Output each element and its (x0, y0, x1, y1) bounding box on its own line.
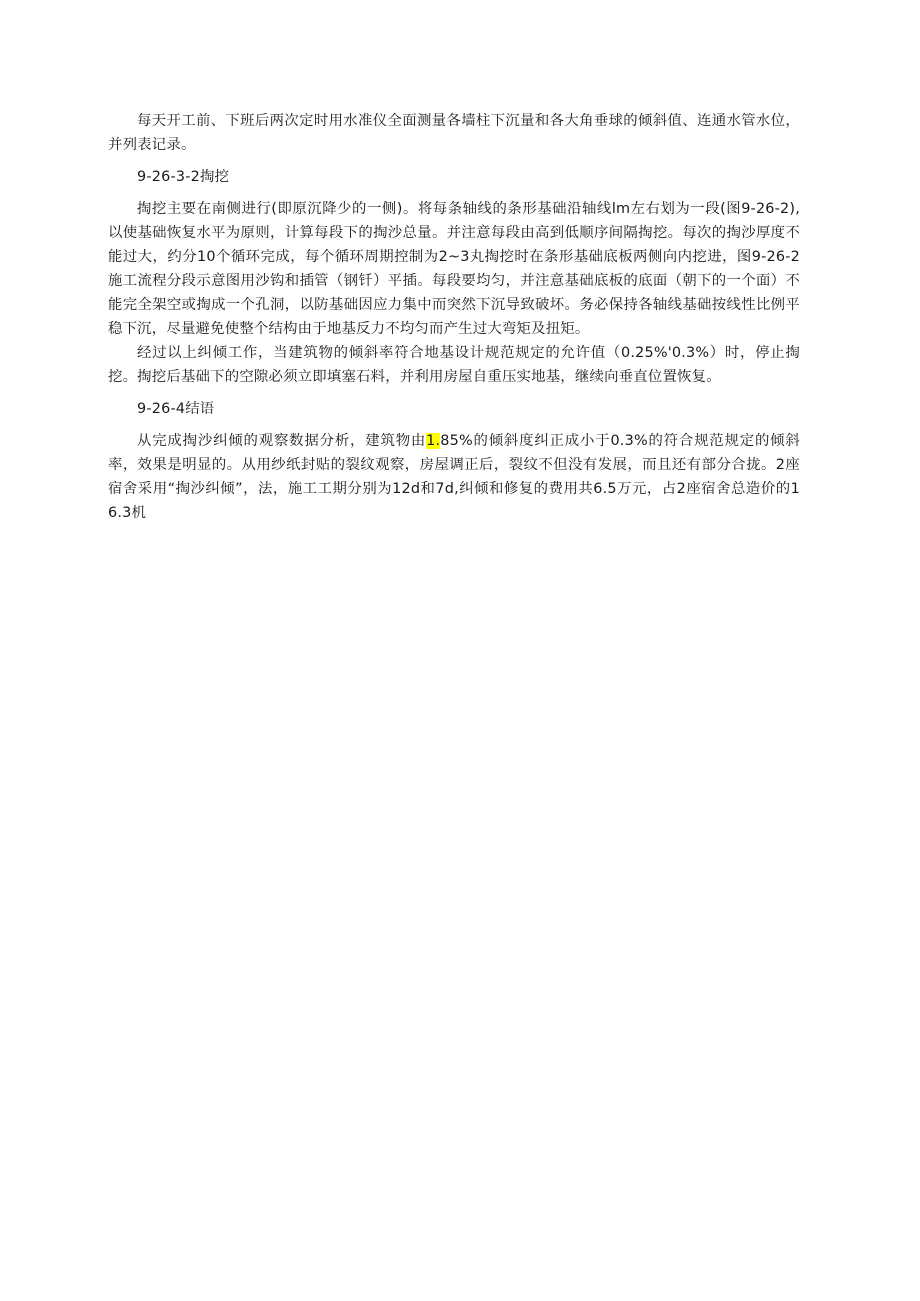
conclusion-text-before: 从完成掏沙纠倾的观察数据分析，建筑物由 (137, 433, 427, 449)
paragraph-stop-criteria: 经过以上纠倾工作，当建筑物的倾斜率符合地基设计规范规定的允许值（0.25%'0.3%）时，停止掏挖。掏挖后基础下的空隙必须立即填塞石料，并利用房屋自重压实地基，继续向垂直位置恢复。 (108, 345, 800, 385)
highlighted-text: 1. (426, 433, 441, 449)
paragraph-excavation-method: 掏挖主要在南侧进行(即原沉降少的一侧)。将每条轴线的条形基础沿轴线lm左右划为一段(图9-26-2),以使基础恢复水平为原则，计算每段下的掏沙总量。并注意每段由高到低顺序间隔掏挖。每次的掏沙厚度不能过大，约分10个循环完成，每个循环周期控制为2~3丸掏挖时在条形基础底板两侧向内挖进，图9-26-2施工流程分段示意图用沙钩和插管（钢钎）平插。每段要均匀，并注意基础底板的底面（朝下的一个面）不能完全架空或掏成一个孔洞，以防基础因应力集中而突然下沉导致破坏。务必保持各轴线基础按线性比例平稳下沉，尽量避免使整个结构由于地基反力不均匀而产生过大弯矩及扭矩。 (108, 201, 800, 337)
section-heading-conclusion: 9-26-4结语 (137, 401, 215, 417)
paragraph-conclusion (108, 429, 800, 525)
paragraph-monitoring: 每天开工前、下班后两次定时用水准仪全面测量各墙柱下沉量和各大角垂球的倾斜值、连通水管水位，并列表记录。 (108, 113, 800, 153)
conclusion-text-after: 85%的倾斜度纠正成小于0.3%的符合规范规定的倾斜率，效果是明显的。从用纱纸封贴的裂纹观察，房屋调正后，裂纹不但没有发展，而且还有部分合拢。2座宿舍采用“掏沙纠倾”，法，施工工期分别为12d和7d,纠倾和修复的费用共6.5万元，占2座宿舍总造价的16.3机 (108, 433, 800, 521)
document-body (108, 109, 800, 525)
section-heading-excavation: 9-26-3-2掏挖 (137, 169, 230, 185)
